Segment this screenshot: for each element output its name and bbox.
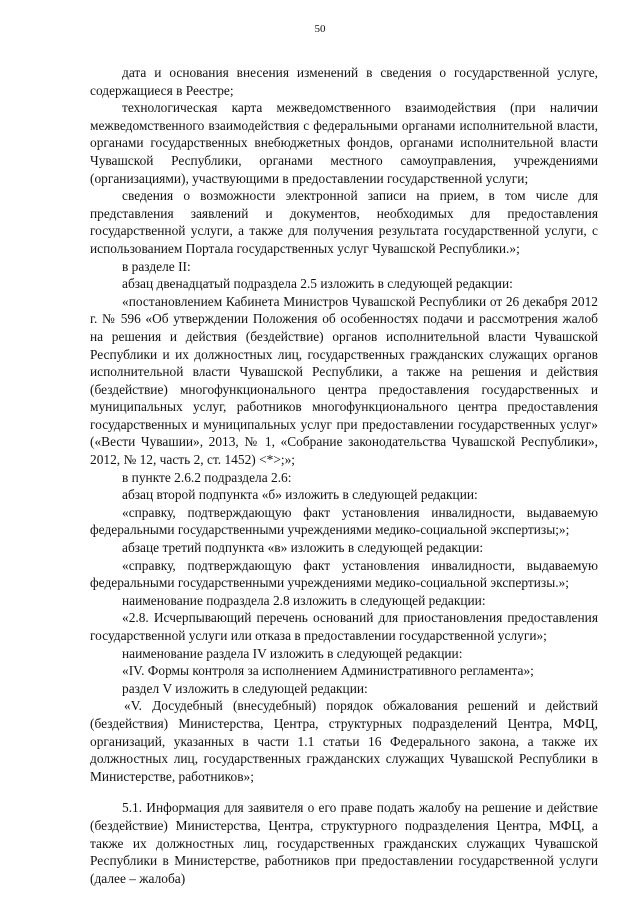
paragraph-subclause-v: абзаце третий подпункта «в» изложить в следующей редакции: [122, 540, 484, 556]
paragraph-pretrial-appeal: «V. Досудебный (внесудебный) порядок обжалования решений и действий (бездействия) Министерства, Центра, структурных подразделений Центра, МФЦ, организаций, указанных в части 1.1 статьи 16 Федерального закона, а также их должностных лиц, государственных гражданских служащих Чувашской Республики в Министерстве, работников»; [90, 698, 598, 784]
paragraph-tech-map: технологическая карта межведомственного взаимодействия (при наличии межведомственного взаимодействия с федеральными органами исполнительной власти, органами государственных внебюджетных фондов, органами исполнительной власти Чувашской Республики, органами местного самоуправления, учреждениями (организациями), участвующими в предоставлении государственной услуги; [90, 100, 598, 186]
paragraph-resolution-596: «постановлением Кабинета Министров Чувашской Республики от 26 декабря 2012 г. № 596 «Об утверждении Положения об особенностях подачи и рассмотрения жалоб на решения и действия (бездействие) органов исполнительной власти Чувашской Республики и их должностных лиц, государственных гражданских служащих органов исполнительной власти Чувашской Республики, а также на решения и действия (бездействие) многофункционального центра предоставления государственных и муниципальных услуг, работников многофункционального центра предоставления государственных и муниципальных услуг при предоставлении государственных услуг» («Вести Чувашии», 2013, № 1, «Собрание законодательства Чувашской Республики», 2012, № 12, часть 2, ст. 1452) <*>;»; [90, 293, 598, 468]
paragraph-subsection-2-5: абзац двенадцатый подраздела 2.5 изложить в следующей редакции: [122, 276, 513, 292]
paragraph-section-ii: в разделе II: [122, 258, 191, 274]
paragraph-section-iv-title: наименование раздела IV изложить в следующей редакции: [122, 645, 463, 661]
paragraph-clause-2-6-2: в пункте 2.6.2 подраздела 2.6: [122, 469, 292, 485]
paragraph-disability-certificate-2: «справку, подтверждающую факт установления инвалидности, выдаваемую федеральными государственными учреждениями медико-социальной экспертизы.»; [90, 557, 598, 591]
paragraph-electronic-appointment: сведения о возможности электронной записи на прием, в том числе для представления заявлений и документов, необходимых для предоставления государственной услуги, а также для получения результата государственной услуги, с использованием Портала государственных услуг Чувашской Республики.»; [90, 188, 598, 256]
paragraph-section-v: раздел V изложить в следующей редакции: [122, 680, 368, 696]
paragraph-subsection-2-8: наименование подраздела 2.8 изложить в следующей редакции: [122, 592, 486, 608]
paragraph-clause-5-1: 5.1. Информация для заявителя о его праве подать жалобу на решение и действие (бездействие) Министерства, Центра, структурного подразделения Центра, МФЦ, а также их должностных лиц, государственных гражданских служащих Чувашской Республики в Министерстве, работников при предоставлении государственной услуги (далее – жалоба) [90, 800, 598, 886]
paragraph-disability-certificate-1: «справку, подтверждающую факт установления инвалидности, выдаваемую федеральными государственными учреждениями медико-социальной экспертизы;»; [90, 504, 598, 538]
paragraph-subclause-b: абзац второй подпункта «б» изложить в следующей редакции: [122, 487, 478, 503]
page-number: 50 [314, 23, 326, 35]
document-body [90, 64, 598, 887]
paragraph-grounds-list: «2.8. Исчерпывающий перечень оснований для приостановления предоставления государственной услуги или отказа в предоставлении государственной услуги»; [90, 610, 598, 643]
paragraph-registry-changes: дата и основания внесения изменений в сведения о государственной услуге, содержащиеся в Реестре; [90, 65, 598, 98]
paragraph-control-forms: «IV. Формы контроля за исполнением Административного регламента»; [122, 663, 534, 679]
